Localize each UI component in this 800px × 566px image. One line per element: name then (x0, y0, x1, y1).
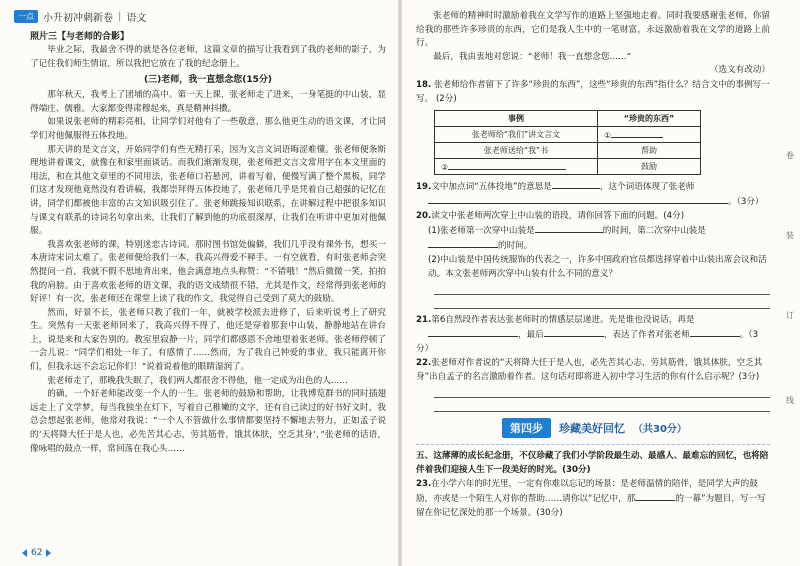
step-four-banner (502, 418, 770, 438)
section-divider (416, 444, 770, 445)
question-score: 。（3分） (728, 196, 764, 207)
answer-blank[interactable] (535, 223, 603, 233)
story-paragraph: 然而，好景不长，张老师只教了我们一年，就被学校派去进修了，后来听说考上了研究生。突然有一天张老师回来了，我高兴得不得了，他还是穿着那套中山装，静静地站在讲台上，说是来和大家告别的。教室里寂静一片，同学们都感恩不舍地望着张老师。张老师停顿了一会儿说：“同学们相处一年了，有感情了……然而，为了我自己钟爱的事业，我只能离开你们，但我永远不会忘记你们！”说着说着他的眼睛湿润了。 (30, 307, 386, 373)
answer-blank[interactable] (552, 179, 600, 189)
question-score: (2分) (435, 93, 457, 104)
series-badge: 一点 (14, 10, 38, 23)
section-five-instruction: 五、这薄薄的成长纪念册，不仅珍藏了我们小学阶段最生动、最感人、最难忘的回忆，也将陪伴着我们迎接人生下一段美好的时光。(30分) (416, 450, 769, 475)
story-paragraph: 的确，一个好老师能改变一个人的一生。张老师的鼓励和帮助，让我博览群书的同时插翅远走上了文学梦，每当我独坐在灯下，写着自己稚嫩的文字，还有自己读过的好书好文时，我总会想起张老师，他常对我说：“一个人不管做什么事情都要坚持不懈地去努力，正如孟子说的‘天将降大任于是人也，必先苦其心志，劳其筋骨，饿其体肤，空乏其身’，”张老师的话语，像咏唱的鼓点一样，常回荡在我心头…… (30, 389, 386, 454)
answer-blank[interactable] (428, 238, 498, 248)
binding-mark: 卷 (786, 151, 794, 160)
story-paragraph: 张老师走了，那晚我失眠了，我们两人都很舍不得他，他一定成为出色的人…… (47, 375, 348, 386)
question-text: 文中加点词“五体投地”的意思是 (431, 181, 552, 192)
question-text: 第6自然段作者表达张老师时的情感层层递进。先是谁也没说话，再是 (431, 314, 695, 325)
story-paragraph: 那年秋天，我考上了团埔的高中。第一天上课，张老师走了进来，一身笔挺的中山装，显得端庄、儒雅。大家都变得肃穆起来，真是精神抖擞。 (30, 90, 386, 114)
binding-mark: 线 (786, 396, 794, 405)
question-text: 读文中张老师两次穿上中山装的语段，请你回答下面的问题。 (431, 210, 664, 221)
question-score: 。（3分） (416, 329, 759, 354)
question-text: ，表达了作者对张老师 (603, 329, 690, 340)
step-label: 第四步 (502, 418, 551, 438)
answer-cell[interactable]: ① (598, 126, 701, 142)
photo-section-title: 照片三【与老师的合影】 (30, 32, 130, 42)
table-row (435, 126, 701, 142)
binding-mark: 装 (786, 231, 794, 240)
sub-question-text: (2)中山装是中国传统服饰的代表之一，许多中国政府官员都选择穿着中山装出席会议和活动。本文张老师两次穿中山装有什么不同的意义？ (428, 254, 767, 279)
table-header: 事例 (435, 110, 598, 126)
sub-question-text: (1)张老师第一次穿中山装是 (428, 225, 535, 236)
question-text: 在小学六年的时光里，一定有你难以忘记的场景：是老师温情的陪伴，是同学大声的鼓励，亦或是一个陌生人对你的帮助……请你以“记忆中，那 (416, 478, 758, 504)
table-row (435, 142, 701, 158)
question-text: ，最后 (518, 329, 544, 340)
page-number (22, 548, 51, 558)
table-cell: 鼓励 (598, 158, 701, 174)
question-text: 的一幕”为题目，写一写留在你记忆深处的那一个场景。(30分) (416, 493, 766, 518)
question-text: 张老师对作者说的“天将降大任于是人也，必先苦其心志，劳其筋骨，饿其体肤，空乏其身”出自孟子的名言激励着作者。这句话对即将进入初中学习生活的你有什么启示呢？ (416, 357, 763, 382)
table-row (435, 158, 701, 174)
question-number: 23. (416, 478, 432, 489)
answer-line[interactable] (434, 398, 770, 412)
question-number: 19. (416, 181, 432, 192)
example-table (434, 110, 701, 175)
answer-line[interactable] (434, 384, 770, 398)
answer-line[interactable] (434, 281, 770, 295)
story-title: (三)老师，我一直想念您(15分) (144, 75, 272, 86)
step-title: 珍藏美好回忆 (559, 421, 625, 435)
question-number: 22. (416, 357, 432, 368)
page-number-text: 62 (31, 548, 43, 558)
header-separator: | (118, 10, 122, 22)
question-number: 18. (416, 79, 432, 90)
question-21 (416, 313, 770, 356)
source-note: （选文有改动） (709, 65, 770, 76)
answer-blank[interactable] (690, 327, 740, 337)
right-page (402, 0, 800, 566)
prev-arrow-icon (22, 549, 27, 557)
story-paragraph: 如果说张老师的精彩亮相，让同学们对他有了一些敬意，那么他更生动的语文课，才让同学们对他佩服得五体投地。 (30, 117, 386, 141)
section-intro: 毕业之际，我最舍不得的就是各位老师，这篇文章的描写让我看到了我的老师的影子，为了记住我们师生情谊，所以我把它放在了我的纪念册上。 (30, 45, 386, 69)
answer-blank[interactable] (635, 491, 675, 501)
table-header: “珍贵的东西” (598, 110, 701, 126)
answer-blank[interactable] (544, 327, 604, 337)
answer-blank[interactable] (428, 327, 518, 337)
table-cell: 帮助 (598, 142, 701, 158)
answer-cell[interactable]: ② (435, 158, 598, 174)
story-paragraph: 那天讲的是文言文，开始同学们有些无精打采，因为文言文词语晦涩难懂。张老师便条斯理地讲着课文，就像在和家里面谈话。而我们渐渐发现，张老师把文言文常用字在本文里面的用法，和在其他文章里的不同用法，张老师口若悬河，讲着写着，便慢写满了整个黑板，同学们这才发现他竟然没有看讲稿，我都崇拜得五体投地了，张老师几乎是凭着自己超强的记忆在讲，同学们都被他丰富的古文知识吸引住了。张老师跳接知识联系，在讲解过程中把很多知识与课文有联系的诗词名句拿出来，让我们了解到他的功底很深厚，让我们在听讲中更加对他佩服。 (30, 144, 386, 237)
sub-question-text: 的时间，第二次穿中山装是 (602, 225, 706, 236)
question-number: 20. (416, 210, 432, 221)
step-points: （共30分） (633, 424, 687, 436)
story-paragraph: 我喜欢张老师的课，特别迷恋古诗词。那时图书馆处偏僻，我们几乎没有课外书，想买一本唐诗宋词太难了。张老师便给我们一本，我高兴得爱不释手。一有空就看，有时张老师会突然提问一首，我就不假不思地背出来，他会满意地点头称赞：“不错哦！”然后微微一笑，拍拍我的肩膀。由于喜欢张老师的语文课，我的语文成绩很不错，尤其是作文，经常得到张老师的好评！有一次，张老师还在课堂上读了我的作文，我觉得自己受到了莫大的鼓励。 (30, 239, 386, 305)
left-page (0, 0, 398, 566)
question-23 (416, 477, 770, 520)
question-text: ，这个词语体现了张老师 (599, 181, 695, 192)
binding-mark: 订 (786, 311, 794, 320)
story-paragraph: 张老师的精神时时激励着我在文学写作的道路上坚强地走着。同时我要感谢张老师，你留给我的那些许多珍贵的东西，它们是我人生中的一笔财富，永远激励着我在文学的道路上前行。 (416, 11, 770, 49)
question-19 (416, 179, 770, 209)
sub-question-text: 的时间。 (498, 240, 533, 251)
question-score: (4分) (663, 210, 685, 221)
question-score: (3分) (738, 371, 760, 382)
question-20 (416, 209, 770, 281)
question-18 (416, 78, 770, 106)
answer-blank[interactable] (428, 194, 728, 204)
question-number: 21. (416, 314, 432, 325)
question-22 (416, 356, 770, 384)
book-title: 小升初冲刺新卷 (43, 12, 113, 24)
next-arrow-icon (46, 549, 51, 557)
subject-label: 语文 (126, 12, 147, 24)
table-cell: 张老师送给“我”书 (435, 142, 598, 158)
story-paragraph: 最后，我由衷地对您说：“老师！我一直想念您……” (433, 51, 632, 62)
table-cell: 张老师给“我们”讲文言文 (435, 126, 598, 142)
answer-line[interactable] (434, 295, 770, 309)
question-text: 张老师给作者留下了许多“珍贵的东西”，这些“珍贵的东西”指什么？结合文中的事例写一写。 (416, 79, 770, 104)
